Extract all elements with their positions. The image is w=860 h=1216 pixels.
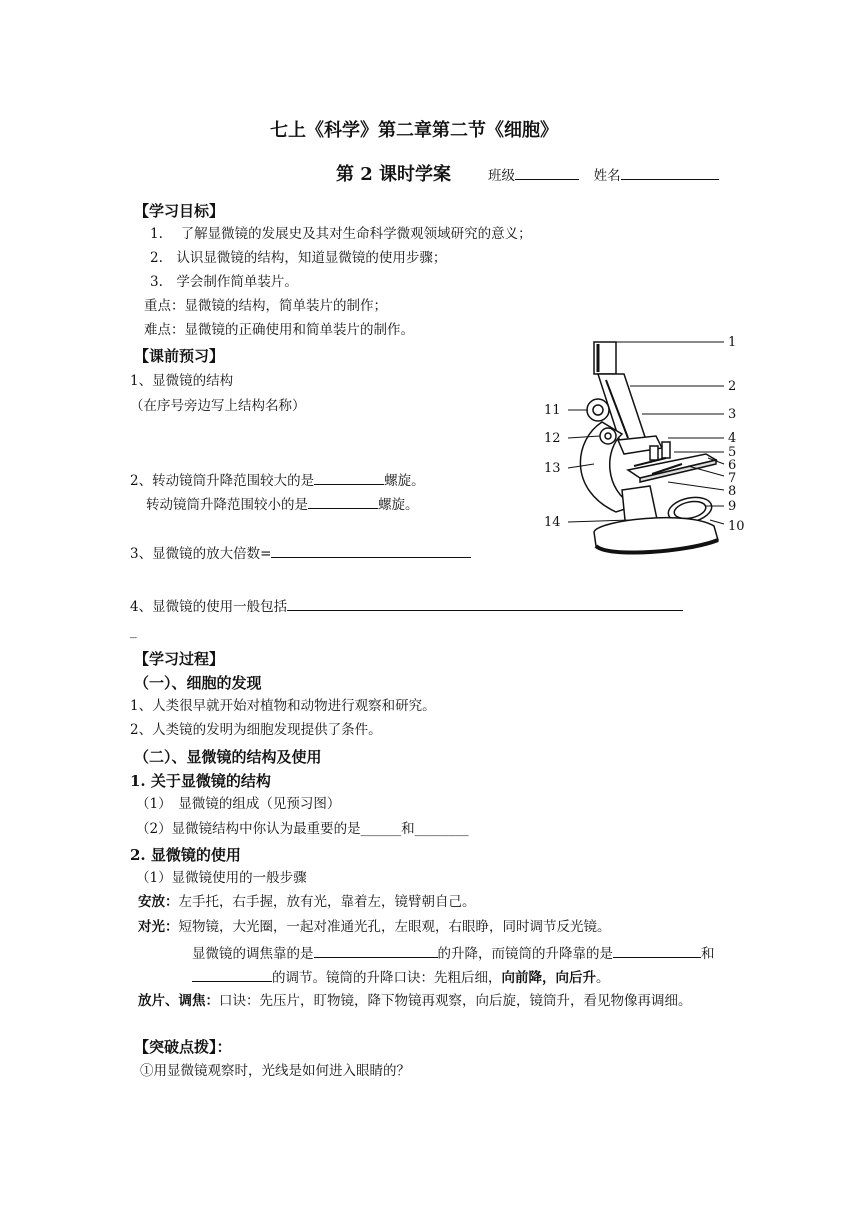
focus-line1-a: 显微镜的调焦靠的是 <box>192 946 314 962</box>
anfang-text: 左手托，右手握，放有光，靠着左，镜臂朝自己。 <box>178 894 476 910</box>
process-heading: 【学习过程】 <box>134 650 225 668</box>
focus-line1-b: 的升降，而镜筒的升降靠的是 <box>437 946 613 962</box>
class-label: 班级 <box>488 168 515 184</box>
preview-q3 <box>130 543 471 563</box>
class-field <box>488 165 719 185</box>
part1-item-2: （2）显微镜结构中你认为最重要的是______和________ <box>136 821 469 837</box>
preview-q2b <box>146 494 419 514</box>
preview-q1: 1、显微镜的结构 <box>130 373 234 389</box>
fine-adjust-blank[interactable] <box>308 494 378 509</box>
focus-line2-a: 的调节。镜筒的升降口诀：先粗后细， <box>272 970 502 986</box>
preview-q2a <box>130 470 425 490</box>
fangpian-text: 口诀：先压片，盯物镜，降下物镜再观察，向后旋，镜筒升，看见物像再调细。 <box>219 993 692 1009</box>
name-blank[interactable] <box>621 165 719 180</box>
diagram-label-5: 5 <box>728 445 737 460</box>
diagram-label-12: 12 <box>544 431 561 446</box>
section1-heading: （一）、细胞的发现 <box>134 674 262 692</box>
preview-q4-text: 4、显微镜的使用一般包括 <box>130 599 288 615</box>
diagram-label-10: 10 <box>728 519 745 534</box>
preview-q2b-suffix: 螺旋。 <box>378 497 419 513</box>
diagram-label-1: 1 <box>728 335 737 350</box>
focus-blank-1[interactable] <box>314 943 438 958</box>
duiguang-label: 对光： <box>138 919 179 935</box>
focus-blank-2[interactable] <box>613 943 701 958</box>
fangpian-line <box>138 992 692 1010</box>
fangpian-label: 放片、调焦： <box>138 993 219 1009</box>
key-point: 重点：显微镜的结构，简单装片的制作； <box>144 298 387 314</box>
diagram-label-14: 14 <box>544 515 561 530</box>
preview-q4-tail: _ <box>130 623 137 639</box>
class-blank[interactable] <box>515 165 579 180</box>
preview-q2a-text: 2、转动镜筒升降范围较大的是 <box>130 473 315 489</box>
section1-item-1: 1、人类很早就开始对植物和动物进行观察和研究。 <box>130 698 436 714</box>
preview-q2b-text: 转动镜筒升降范围较小的是 <box>146 497 308 513</box>
section2-heading: （二）、显微镜的结构及使用 <box>134 748 322 766</box>
objective-item-3: 3. 学会制作简单装片。 <box>150 274 298 290</box>
diagram-label-6: 6 <box>728 458 737 473</box>
diagram-label-9: 9 <box>728 499 737 514</box>
focus-line-1 <box>192 943 715 963</box>
objective-item-2: 2. 认识显微镜的结构，知道显微镜的使用步骤； <box>150 250 447 266</box>
preview-q3-text: 3、显微镜的放大倍数= <box>130 546 272 562</box>
page-title: 七上《科学》第二章第二节《细胞》 <box>270 120 558 141</box>
focus-line-2 <box>192 967 610 987</box>
breakthrough-heading: 【突破点拨】： <box>134 1038 232 1056</box>
part2-heading: 2. 显微镜的使用 <box>130 846 241 864</box>
diagram-label-3: 3 <box>728 407 737 422</box>
focus-line2-c: 。 <box>596 970 610 986</box>
anfang-line <box>138 893 476 911</box>
diagram-label-8: 8 <box>728 484 737 499</box>
preview-q2a-suffix: 螺旋。 <box>384 473 425 489</box>
preview-heading: 【课前预习】 <box>134 347 225 365</box>
part1-item-1: （1） 显微镜的组成（见预习图） <box>136 796 341 812</box>
name-label: 姓名 <box>593 168 621 184</box>
focus-line2-b: 向前降，向后升 <box>501 970 596 986</box>
difficulty: 难点：显微镜的正确使用和简单装片的制作。 <box>144 322 414 338</box>
diagram-label-2: 2 <box>728 379 737 394</box>
diagram-label-4: 4 <box>728 431 737 446</box>
magnification-blank[interactable] <box>271 543 471 558</box>
part2-item-1: （1）显微镜使用的一般步骤 <box>136 870 307 886</box>
focus-blank-3[interactable] <box>192 967 272 982</box>
objective-item-1: 1. 了解显微镜的发展史及其对生命科学微观领域研究的意义； <box>150 226 532 242</box>
preview-q1-note: （在序号旁边写上结构名称） <box>130 398 306 414</box>
page-subtitle: 第 2 课时学案 <box>336 164 452 185</box>
coarse-adjust-blank[interactable] <box>314 470 384 485</box>
usage-steps-blank[interactable] <box>287 596 683 611</box>
microscope-diagram <box>538 330 768 562</box>
part1-heading: 1. 关于显微镜的结构 <box>130 772 271 790</box>
anfang-label: 安放： <box>138 894 179 910</box>
diagram-label-11: 11 <box>544 403 561 418</box>
objectives-heading: 【学习目标】 <box>134 202 225 220</box>
focus-line1-c: 和 <box>701 946 715 962</box>
breakthrough-q1: ①用显微镜观察时，光线是如何进入眼睛的？ <box>140 1063 410 1079</box>
section1-item-2: 2、人类镜的发明为细胞发现提供了条件。 <box>130 722 382 738</box>
diagram-label-7: 7 <box>728 471 737 486</box>
duiguang-line <box>138 918 611 936</box>
diagram-label-13: 13 <box>544 461 561 476</box>
duiguang-text: 短物镜，大光圈，一起对准通光孔，左眼观，右眼睁，同时调节反光镜。 <box>178 919 611 935</box>
preview-q4 <box>130 596 683 616</box>
